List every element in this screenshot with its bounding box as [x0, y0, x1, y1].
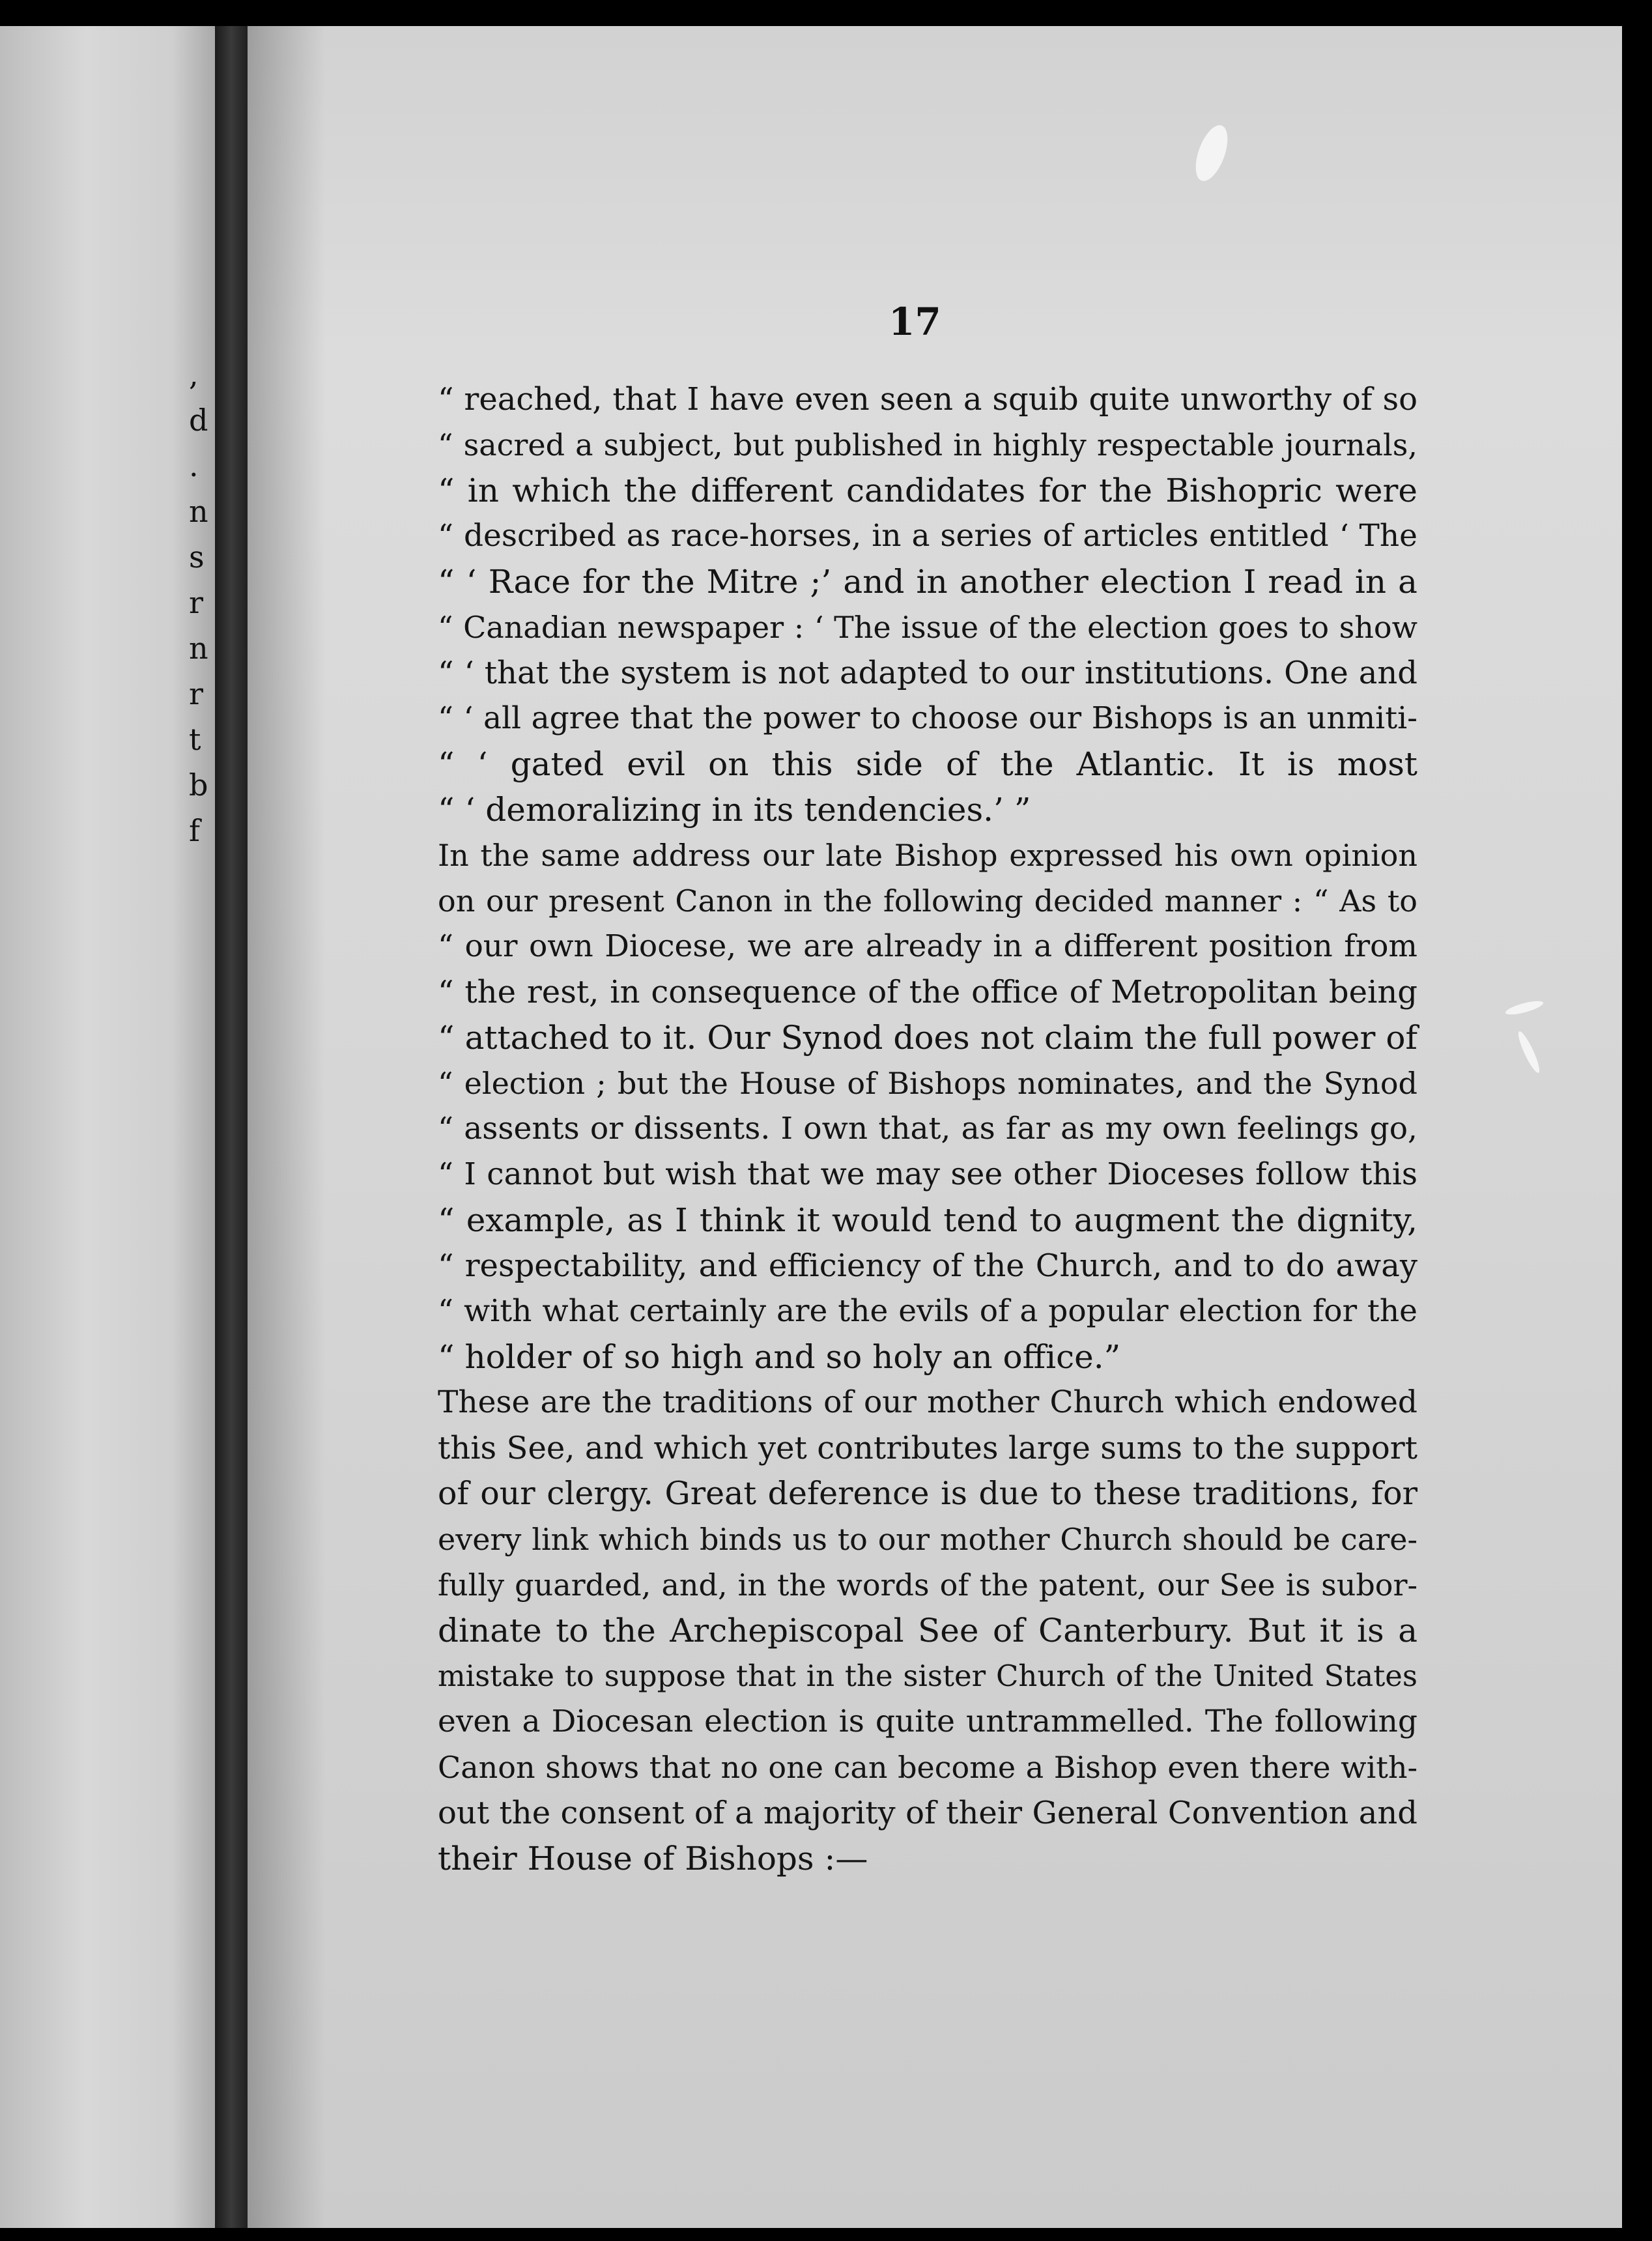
text-line: “ holder of so high and so holy an office.”: [438, 1338, 1121, 1376]
left-page-fragment-char: r: [189, 676, 203, 711]
scan-blemish: [1515, 1029, 1543, 1074]
text-line: In the same address our late Bishop expressed his own opinion: [438, 838, 1417, 873]
text-line: “ election ; but the House of Bishops nominates, and the Synod: [438, 1066, 1417, 1101]
text-line: their House of Bishops :—: [438, 1840, 868, 1877]
left-page-fragment-char: b: [189, 767, 208, 803]
left-page-fragment-char: r: [189, 585, 203, 620]
left-page-fragment-char: ,: [189, 357, 199, 392]
text-line: “ ‘ that the system is not adapted to our institutions. One and: [438, 655, 1417, 691]
text-line: “ respectability, and efficiency of the Church, and to do away: [438, 1248, 1417, 1284]
paragraph: [438, 833, 1417, 1380]
text-line: of our clergy. Great deference is due to these traditions, for: [438, 1475, 1417, 1512]
text-line: “ I cannot but wish that we may see other Dioceses follow this: [438, 1156, 1417, 1192]
text-line: even a Diocesan election is quite untrammelled. The following: [438, 1704, 1417, 1739]
text-line: These are the traditions of our mother Church which endowed: [438, 1384, 1417, 1420]
text-line: “ in which the different candidates for the Bishopric were: [438, 472, 1417, 509]
text-line: out the consent of a majority of their General Convention and: [438, 1795, 1417, 1831]
left-page-fragment-char: f: [189, 813, 201, 848]
text-line: “ described as race-horses, in a series of articles entitled ‘ The: [438, 518, 1417, 554]
text-line: “ the rest, in consequence of the office of Metropolitan being: [438, 974, 1417, 1010]
text-line: this See, and which yet contributes large sums to the support: [438, 1430, 1417, 1466]
text-line: fully guarded, and, in the words of the patent, our See is subor-: [438, 1567, 1417, 1603]
text-line: every link which binds us to our mother Church should be care-: [438, 1522, 1417, 1557]
text-line: on our present Canon in the following decided manner : “ As to: [438, 883, 1417, 919]
text-line: “ our own Diocese, we are already in a different position from: [438, 928, 1417, 964]
paragraph: [438, 1380, 1417, 1881]
left-page-cut-off-text: [189, 352, 215, 853]
text-line: “ example, as I think it would tend to augment the dignity,: [438, 1201, 1417, 1239]
page-number: 17: [889, 300, 941, 344]
left-page-fragment-char: d: [189, 403, 208, 438]
text-line: “ ‘ demoralizing in its tendencies.’ ”: [438, 791, 1031, 829]
left-page-fragment-char: s: [189, 539, 205, 575]
text-line: “ sacred a subject, but published in highly respectable journals,: [438, 427, 1417, 463]
scan-blemish: [1189, 121, 1234, 185]
left-page-fragment-char: .: [189, 448, 199, 483]
left-page-fragment-char: t: [189, 722, 201, 757]
paragraph: [438, 377, 1417, 833]
text-line: “ ‘ gated evil on this side of the Atlantic. It is most: [438, 745, 1417, 783]
book-gutter: [215, 26, 248, 2228]
text-line: “ Canadian newspaper : ‘ The issue of the election goes to show: [438, 610, 1417, 645]
text-line: dinate to the Archepiscopal See of Canterbury. But it is a: [438, 1612, 1417, 1649]
left-page-fragment-char: n: [189, 494, 208, 529]
scan-blemish: [1504, 998, 1545, 1017]
text-line: “ attached to it. Our Synod does not claim the full power of: [438, 1019, 1417, 1057]
left-page-fragment-char: n: [189, 631, 208, 666]
text-line: Canon shows that no one can become a Bishop even there with-: [438, 1750, 1417, 1785]
text-line: “ with what certainly are the evils of a popular election for the: [438, 1293, 1417, 1329]
text-line: “ assents or dissents. I own that, as far as my own feelings go,: [438, 1111, 1417, 1147]
left-page-fragment: [0, 26, 215, 2228]
text-line: “ ‘ all agree that the power to choose our Bishops is an unmiti-: [438, 700, 1417, 736]
body-text: [438, 377, 1417, 1881]
text-line: mistake to suppose that in the sister Church of the United States: [438, 1659, 1417, 1693]
text-line: “ reached, that I have even seen a squib quite unworthy of so: [438, 381, 1417, 418]
text-line: “ ‘ Race for the Mitre ;’ and in another election I read in a: [438, 563, 1417, 601]
